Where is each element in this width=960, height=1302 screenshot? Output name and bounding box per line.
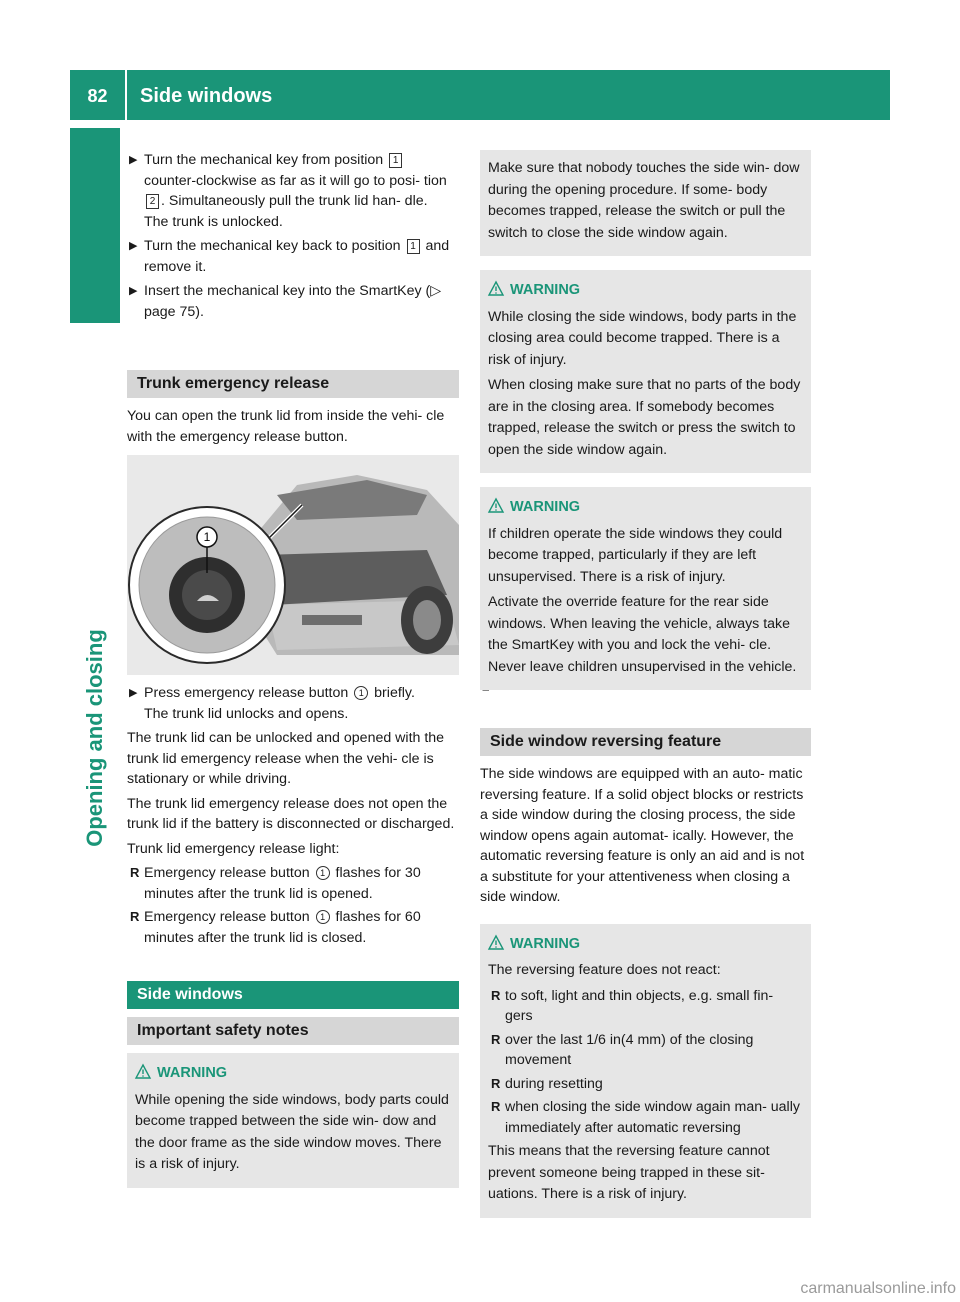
page-number: 82	[87, 86, 108, 106]
step-arrow-icon: ▶	[129, 687, 138, 699]
page-title: Side windows	[140, 85, 273, 107]
warning-text: The reversing feature does not react:	[488, 962, 721, 978]
warning-text: While opening the side windows, body parts could become trapped between the side win- dow and the door frame as the side window moves. There is a risk of injury.	[135, 1091, 449, 1172]
right-column	[480, 150, 811, 1218]
step-arrow-icon: ▶	[129, 240, 138, 252]
warning-triangle-icon	[135, 1064, 151, 1079]
button-number-icon: 1	[316, 866, 330, 880]
body-paragraph: The trunk lid can be unlocked and opened with the trunk lid emergency release when the vehi- cle is stationary or while driving.	[127, 730, 445, 787]
page-ref-arrow-icon: ▷	[430, 283, 442, 299]
car-trunk-illustration	[127, 455, 459, 675]
warning-box	[480, 924, 811, 1218]
instruction-step	[127, 236, 459, 277]
list-item	[488, 986, 803, 1027]
list-text: flashes for 60 minutes after the trunk lid is closed.	[144, 909, 421, 946]
footer-watermark: carmanualsonline.info	[800, 1280, 956, 1297]
warning-box	[480, 270, 811, 473]
list-text: to soft, light and thin objects, e.g. small fin- gers	[505, 987, 774, 1024]
list-text: Emergency release button	[144, 909, 310, 925]
list-item	[488, 1074, 803, 1095]
warning-title	[488, 280, 803, 301]
warning-box	[480, 487, 811, 690]
warning-label: WARNING	[510, 282, 581, 298]
instruction-step	[127, 150, 459, 232]
warning-box	[127, 1053, 459, 1188]
bullet-icon: R	[491, 987, 501, 1003]
step-result: The trunk is unlocked.	[144, 213, 283, 230]
list-item	[488, 1097, 803, 1138]
list-text: during resetting	[505, 1075, 603, 1092]
warning-title	[488, 497, 803, 518]
side-tab-label: Opening and closing	[82, 629, 107, 847]
warning-triangle-icon	[488, 935, 504, 950]
warning-label: WARNING	[157, 1065, 228, 1081]
step-text: counter-clockwise as far as it will go to posi- tion	[144, 172, 447, 189]
safety-notes-heading: Important safety notes	[127, 1017, 459, 1045]
bullet-icon: R	[491, 1031, 501, 1047]
trunk-intro: You can open the trunk lid from inside the vehi- cle with the emergency release button.	[127, 408, 445, 445]
bullet-icon: R	[130, 865, 140, 880]
side-windows-heading: Side windows	[127, 981, 459, 1009]
list-item	[127, 863, 459, 904]
trunk-emergency-heading: Trunk emergency release	[127, 370, 459, 398]
step-text: and remove it.	[144, 238, 450, 275]
body-paragraph: The trunk lid emergency release does not open the trunk lid if the battery is disconnected or discharged.	[127, 795, 455, 832]
warning-title	[135, 1063, 451, 1084]
list-text: when closing the side window again man- ually immediately after automatic reversing	[505, 1099, 800, 1136]
side-tab-block	[70, 128, 120, 323]
figure-callout-number: 1	[203, 530, 211, 544]
position-number-icon: 1	[407, 239, 420, 254]
header-divider	[125, 70, 127, 120]
bullet-icon: R	[491, 1099, 501, 1114]
trunk-release-figure	[127, 455, 459, 675]
side-tab	[70, 128, 120, 1208]
bullet-icon: R	[130, 909, 140, 924]
continued-warning-box	[480, 150, 811, 256]
warning-triangle-icon	[488, 281, 504, 296]
warning-text: This means that the reversing feature cannot prevent someone being trapped in these sit- uations. There is a risk of injury.	[488, 1143, 770, 1202]
position-number-icon: 1	[389, 153, 402, 168]
bullet-icon: R	[491, 1075, 501, 1091]
button-number-icon: 1	[354, 686, 368, 700]
step-result: The trunk lid unlocks and opens.	[144, 705, 349, 722]
warning-title	[488, 934, 803, 955]
step-text: briefly.	[374, 685, 415, 701]
list-item	[127, 907, 459, 948]
warning-label: WARNING	[510, 935, 581, 952]
reversing-text: The side windows are equipped with an auto- matic reversing feature. If a solid object blocks or restricts a side window during the closing process, the side window opens again automat- ically. However, the automatic reversing feature is only an aid and is not a substitute for your attentiveness when closing a side window.	[480, 766, 805, 905]
warning-text: Make sure that nobody touches the side win- dow during the opening procedure. If some- body becomes trapped, release the switch or pull the switch to close the side window again.	[488, 160, 800, 241]
page-reference-link[interactable]: page 75).	[144, 303, 204, 320]
instruction-step	[127, 281, 459, 322]
step-text: Insert the mechanical key into the SmartKey (	[144, 283, 431, 299]
warning-text: When closing make sure that no parts of the body are in the closing area. If somebody becomes trapped, release the switch or press the switch to open the side window again.	[488, 377, 801, 458]
step-text: Press emergency release button	[144, 685, 349, 701]
step-text: Turn the mechanical key back to position	[144, 238, 401, 254]
warning-triangle-icon	[488, 498, 504, 513]
step-text: Turn the mechanical key from position	[144, 152, 384, 168]
list-text: over the last 1/6 in(4 mm) of the closing movement	[505, 1031, 754, 1068]
warning-label: WARNING	[510, 499, 581, 515]
warning-text: While closing the side windows, body parts in the closing area could become trapped. There is a risk of injury.	[488, 308, 797, 368]
step-arrow-icon: ▶	[129, 154, 138, 166]
list-item	[488, 1030, 803, 1071]
step-text: . Simultaneously pull the trunk lid han- dle.	[161, 193, 428, 209]
list-text: flashes for 30 minutes after the trunk lid is opened.	[144, 865, 421, 902]
warning-text: Activate the override feature for the rear side windows. When leaving the vehicle, always take the SmartKey with you and lock the vehi- cle. Never leave children unsupervised in the vehicle.	[488, 594, 797, 675]
left-column	[127, 150, 459, 1188]
body-paragraph: Trunk lid emergency release light:	[127, 840, 340, 857]
warning-text: If children operate the side windows they could become trapped, particularly if they are left unsupervised. There is a risk of injury.	[488, 525, 783, 585]
instruction-step	[127, 683, 459, 724]
list-text: Emergency release button	[144, 865, 310, 881]
button-number-icon: 1	[316, 910, 330, 924]
reversing-feature-heading: Side window reversing feature	[480, 728, 811, 756]
position-number-icon: 2	[146, 194, 159, 209]
step-arrow-icon: ▶	[129, 285, 138, 297]
